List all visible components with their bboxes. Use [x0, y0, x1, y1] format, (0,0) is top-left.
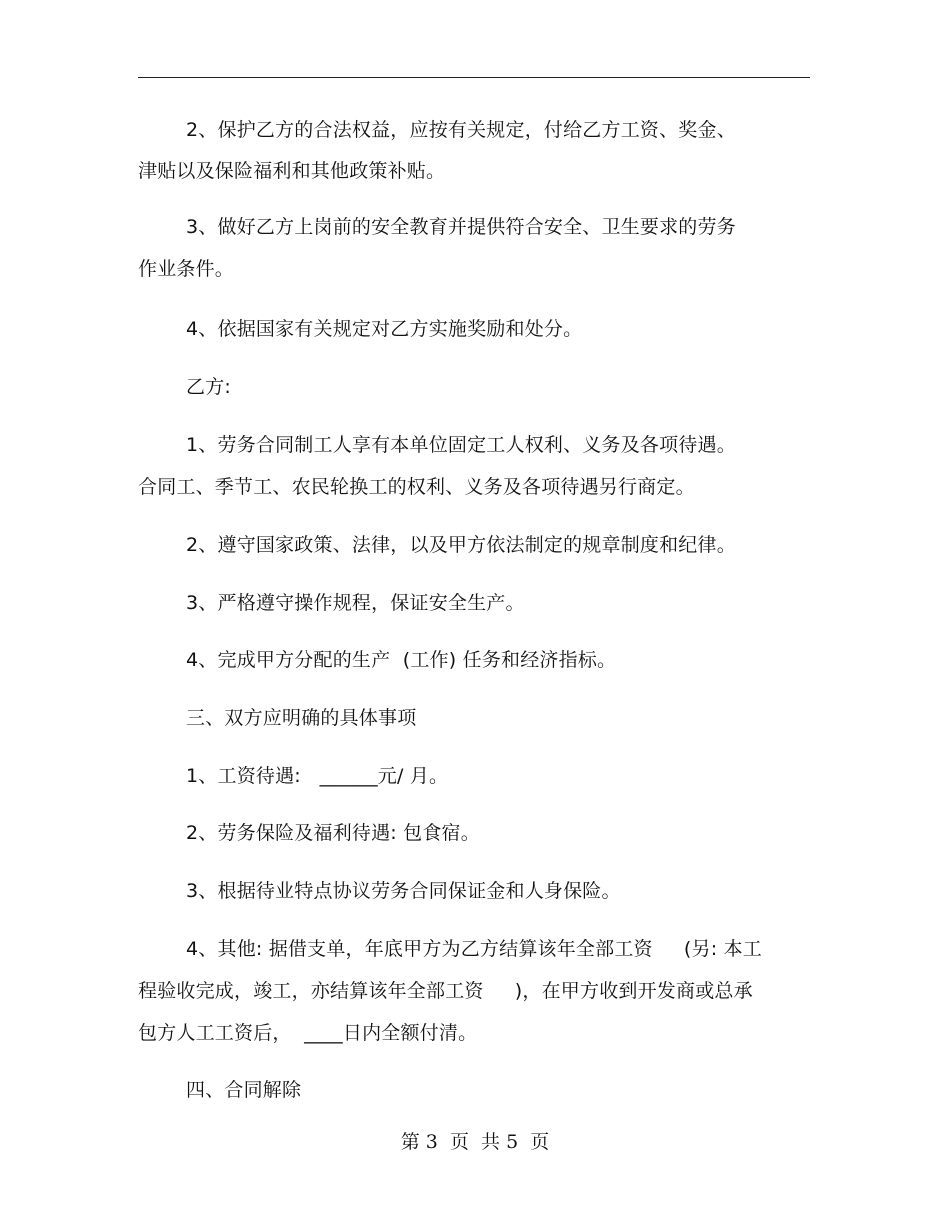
text-line: 包方人工工资后， ____日内全额付清。	[138, 1022, 478, 1044]
page-number-footer: 第 3 页 共 5 页	[400, 1131, 550, 1153]
section-heading: 三、双方应明确的具体事项	[186, 707, 417, 729]
text-line: 2、劳务保险及福利待遇: 包食宿。	[186, 822, 480, 844]
text-line: 2、保护乙方的合法权益，应按有关规定，付给乙方工资、奖金、	[186, 119, 736, 141]
section-heading: 四、合同解除	[186, 1079, 302, 1101]
text-line: 1、劳务合同制工人享有本单位固定工人权利、义务及各项待遇。	[186, 434, 736, 456]
text-line: 3、做好乙方上岗前的安全教育并提供符合安全、卫生要求的劳务	[186, 216, 736, 238]
text-line: 2、遵守国家政策、法律，以及甲方依法制定的规章制度和纪律。	[186, 534, 736, 556]
text-line: 作业条件。	[138, 258, 235, 280]
text-line: 4、依据国家有关规定对乙方实施奖励和处分。	[186, 318, 583, 340]
text-line: 1、工资待遇: ______元/ 月。	[186, 765, 449, 787]
text-line: 4、其他: 据借支单，年底甲方为乙方结算该年全部工资 (另: 本工	[186, 938, 762, 960]
text-line: 3、严格遵守操作规程，保证安全生产。	[186, 592, 525, 614]
text-line: 合同工、季节工、农民轮换工的权利、义务及各项待遇另行商定。	[138, 476, 695, 498]
text-line: 程验收完成，竣工，亦结算该年全部工资 )，在甲方收到开发商或总承	[138, 980, 753, 1002]
text-line: 4、完成甲方分配的生产 (工作) 任务和经济指标。	[186, 649, 617, 671]
text-line: 津贴以及保险福利和其他政策补贴。	[138, 160, 446, 182]
text-line: 3、根据待业特点协议劳务合同保证金和人身保险。	[186, 880, 621, 902]
header-rule	[138, 77, 810, 78]
party-b-heading: 乙方:	[186, 376, 232, 398]
